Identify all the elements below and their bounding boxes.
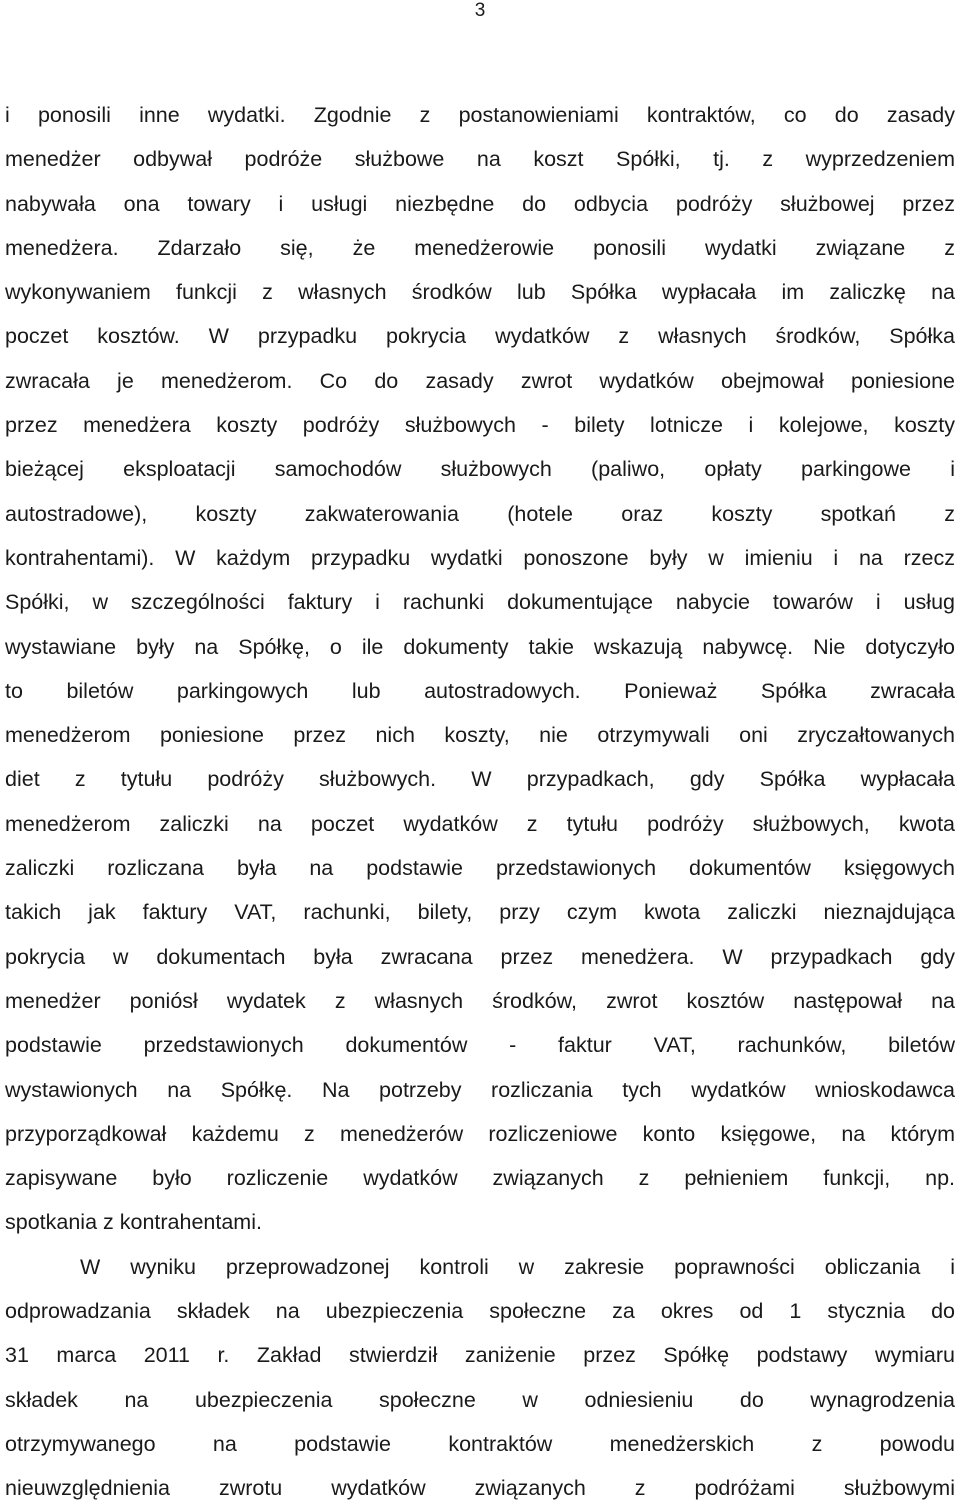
text-line: autostradowe), koszty zakwaterowania (hotele oraz koszty spotkań z — [5, 501, 955, 526]
text-line: menedżerom poniesione przez nich koszty, nie otrzymywali oni zryczałtowanych — [5, 723, 955, 748]
text-line: Spółki, w szczególności faktury i rachunki dokumentujące nabycie towarów i usług — [5, 590, 955, 615]
text-line: menedżer poniósł wydatek z własnych środków, zwrot kosztów następował na — [5, 988, 955, 1013]
text-line: kontrahentami). W każdym przypadku wydatki ponoszone były w imieniu i na rzecz — [5, 545, 955, 570]
paragraph — [5, 1245, 955, 1511]
text-line: przyporządkował każdemu z menedżerów rozliczeniowe konto księgowe, na którym — [5, 1121, 955, 1146]
text-line: otrzymywanego na podstawie kontraktów menedżerskich z powodu — [5, 1431, 955, 1456]
text-line: odprowadzania składek na ubezpieczenia społeczne za okres od 1 stycznia do — [5, 1299, 955, 1324]
text-line: wystawionych na Spółkę. Na potrzeby rozliczania tych wydatków wnioskodawca — [5, 1077, 955, 1102]
text-line: zaliczki rozliczana była na podstawie przedstawionych dokumentów księgowych — [5, 856, 955, 881]
text-line: spotkania z kontrahentami. — [5, 1210, 262, 1235]
text-line: menedżerom zaliczki na poczet wydatków z tytułu podróży służbowych, kwota — [5, 811, 955, 836]
page-number: 3 — [474, 0, 486, 21]
text-line: składek na ubezpieczenia społeczne w odniesieniu do wynagrodzenia — [5, 1387, 955, 1412]
text-line: diet z tytułu podróży służbowych. W przypadkach, gdy Spółka wypłacała — [5, 767, 955, 792]
text-line: nabywała ona towary i usługi niezbędne do odbycia podróży służbowej przez — [5, 191, 955, 216]
text-line: wykonywaniem funkcji z własnych środków lub Spółka wypłacała im zaliczkę na — [5, 280, 955, 305]
text-line: poczet kosztów. W przypadku pokrycia wydatków z własnych środków, Spółka — [5, 324, 955, 349]
document-body — [5, 93, 955, 1511]
text-line: menedżer odbywał podróże służbowe na koszt Spółki, tj. z wyprzedzeniem — [5, 147, 955, 172]
text-line: W wyniku przeprowadzonej kontroli w zakresie poprawności obliczania i — [80, 1254, 955, 1279]
text-line: zwracała je menedżerom. Co do zasady zwrot wydatków obejmował poniesione — [5, 368, 955, 393]
text-line: wystawiane były na Spółkę, o ile dokumenty takie wskazują nabywcę. Nie dotyczyło — [5, 634, 955, 659]
text-line: przez menedżera koszty podróży służbowych - bilety lotnicze i kolejowe, koszty — [5, 413, 955, 438]
text-line: to biletów parkingowych lub autostradowych. Ponieważ Spółka zwracała — [5, 678, 955, 703]
text-line: podstawie przedstawionych dokumentów - faktur VAT, rachunków, biletów — [5, 1033, 955, 1058]
text-line: nieuwzględnienia zwrotu wydatków związanych z podróżami służbowymi — [5, 1476, 955, 1501]
text-line: 31 marca 2011 r. Zakład stwierdził zaniżenie przez Spółkę podstawy wymiaru — [5, 1343, 955, 1368]
text-line: takich jak faktury VAT, rachunki, bilety, przy czym kwota zaliczki nieznajdująca — [5, 900, 955, 925]
paragraph — [5, 93, 955, 1245]
text-line: bieżącej eksploatacji samochodów służbowych (paliwo, opłaty parkingowe i — [5, 457, 955, 482]
text-line: menedżera. Zdarzało się, że menedżerowie ponosili wydatki związane z — [5, 235, 955, 260]
text-line: i ponosili inne wydatki. Zgodnie z postanowieniami kontraktów, co do zasady — [5, 103, 955, 127]
text-line: zapisywane było rozliczenie wydatków związanych z pełnieniem funkcji, np. — [5, 1166, 955, 1191]
text-line: pokrycia w dokumentach była zwracana przez menedżera. W przypadkach gdy — [5, 944, 955, 969]
